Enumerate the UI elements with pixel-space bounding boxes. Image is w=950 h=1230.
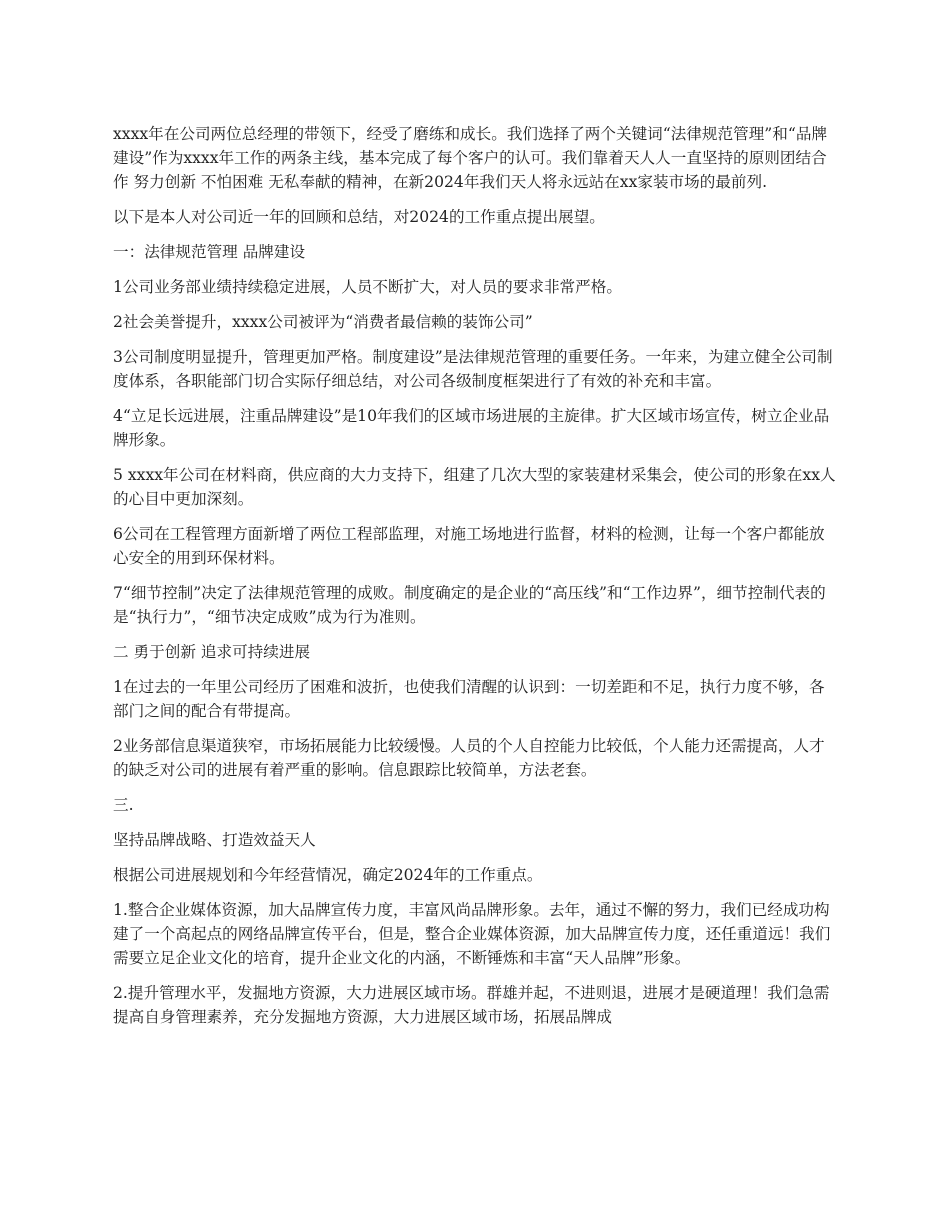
list-item: 6公司在工程管理方面新增了两位工程部监理，对施工场地进行监督，材料的检测，让每一个客户都能放心安全的用到环保材料。 — [113, 525, 825, 567]
list-item: 2社会美誉提升，xxxx公司被评为“消费者最信赖的装饰公司” — [113, 313, 533, 331]
list-item: 7“细节控制”决定了法律规范管理的成败。制度确定的是企业的“高压线”和“工作边界”，细节控制代表的是“执行力”，“细节决定成败”成为行为准则。 — [113, 584, 826, 626]
document-body — [113, 122, 838, 1040]
list-item: 4“立足长远进展，注重品牌建设”是10年我们的区域市场进展的主旋律。扩大区域市场宣传，树立企业品牌形象。 — [113, 407, 830, 449]
list-item: 3公司制度明显提升，管理更加严格。制度建设”是法律规范管理的重要任务。一年来，为建立健全公司制度体系，各职能部门切合实际仔细总结，对公司各级制度框架进行了有效的补充和丰富。 — [113, 348, 833, 390]
paragraph-overview: 以下是本人对公司近一年的回顾和总结，对2024的工作重点提出展望。 — [113, 208, 605, 226]
section-heading-3: 三. — [113, 796, 134, 814]
section-heading-2: 二 勇于创新 追求可持续进展 — [113, 643, 311, 661]
section-subheading: 坚持品牌战略、打造效益天人 — [113, 831, 316, 849]
list-item: 5 xxxx年公司在材料商，供应商的大力支持下，组建了几次大型的家装建材采集会，使公司的形象在xx人的心目中更加深刻。 — [113, 466, 836, 508]
paragraph-plan-intro: 根据公司进展规划和今年经营情况，确定2024年的工作重点。 — [113, 866, 543, 884]
list-item: 1.整合企业媒体资源，加大品牌宣传力度，丰富风尚品牌形象。去年，通过不懈的努力，我们已经成功构建了一个高起点的网络品牌宣传平台，但是，整合企业媒体资源，加大品牌宣传力度，还任重道远！我们需要立足企业文化的培育，提升企业文化的内涵，不断锤炼和丰富“天人品牌”形象。 — [113, 901, 831, 967]
list-item: 1在过去的一年里公司经历了困难和波折，也使我们清醒的认识到：一切差距和不足，执行力度不够，各部门之间的配合有带提高。 — [113, 678, 825, 720]
paragraph-intro: xxxx年在公司两位总经理的带领下，经受了磨练和成长。我们选择了两个关键词“法律规范管理”和“品牌建设”作为xxxx年工作的两条主线，基本完成了每个客户的认可。我们靠着天人人一直坚持的原则团结合作 努力创新 不怕困难 无私奉献的精神，在新2024年我们天人将永远站在xx家装市场的最前列. — [113, 125, 828, 191]
list-item: 1公司业务部业绩持续稳定进展，人员不断扩大，对人员的要求非常严格。 — [113, 278, 622, 296]
list-item: 2.提升管理水平，发掘地方资源，大力进展区域市场。群雄并起，不进则退，进展才是硬道理！我们急需提高自身管理素养，充分发掘地方资源，大力进展区域市场，拓展品牌成 — [113, 984, 830, 1026]
list-item: 2业务部信息渠道狭窄，市场拓展能力比较缓慢。人员的个人自控能力比较低，个人能力还需提高，人才的缺乏对公司的进展有着严重的影响。信息跟踪比较简单，方法老套。 — [113, 737, 825, 779]
section-heading-1: 一：法律规范管理 品牌建设 — [113, 243, 306, 261]
